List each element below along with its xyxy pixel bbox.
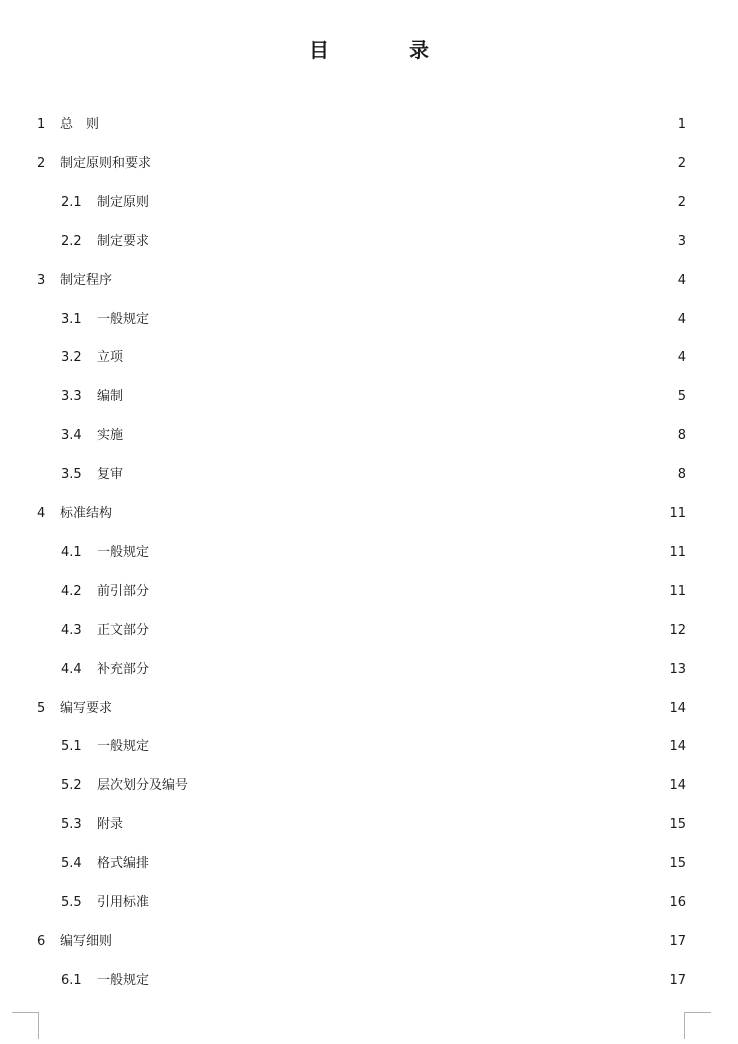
toc-entry-title: 标准结构 (60, 506, 113, 521)
toc-dot-leader (127, 387, 662, 407)
page-corner-mark-left (12, 1012, 39, 1039)
toc-dot-leader (153, 621, 662, 641)
toc-dot-leader (127, 348, 662, 368)
toc-entry-number: 3.2 (61, 350, 82, 366)
toc-dot-leader (153, 582, 662, 602)
toc-entry-page-number: 11 (669, 544, 686, 560)
toc-dot-leader (153, 193, 662, 213)
toc-entry-page-number: 1 (677, 117, 686, 132)
toc-entry[interactable] (61, 815, 686, 835)
toc-entry-number: 2 (37, 155, 46, 171)
toc-entry-number: 3 (37, 272, 46, 288)
toc-dot-leader (153, 310, 662, 330)
toc-dot-leader (153, 893, 662, 913)
toc-entry-number: 6 (37, 933, 46, 949)
toc-entry[interactable] (61, 971, 686, 991)
toc-entry[interactable] (61, 387, 686, 407)
toc-entry[interactable] (37, 271, 686, 291)
toc-entry-title: 制定程序 (60, 272, 113, 288)
toc-dot-leader (153, 971, 662, 991)
toc-entry-page-number: 5 (677, 389, 686, 405)
toc-entry-number: 1 (37, 117, 46, 132)
toc-entry-page-number: 14 (669, 700, 686, 716)
toc-dot-leader (127, 815, 662, 835)
toc-entry[interactable] (61, 426, 686, 446)
toc-dot-leader (153, 543, 662, 563)
toc-dot-leader (116, 699, 662, 719)
toc-entry-page-number: 14 (669, 739, 686, 755)
toc-entry[interactable] (61, 465, 686, 485)
toc-entry-number: 5.1 (61, 739, 82, 755)
toc-entry-number: 4.1 (61, 544, 82, 560)
toc-entry-number: 4 (37, 506, 46, 521)
toc-entry[interactable] (37, 932, 686, 952)
toc-entry-page-number: 17 (669, 972, 686, 988)
toc-entry[interactable] (61, 621, 686, 641)
toc-entry[interactable] (61, 854, 686, 874)
toc-dot-leader (153, 232, 662, 252)
toc-entry-page-number: 2 (677, 155, 686, 171)
toc-dot-leader (116, 932, 662, 952)
page-title: 目 录 (309, 38, 459, 62)
toc-entry-title: 正文部分 (97, 622, 150, 638)
page-corner-mark-right (684, 1012, 711, 1039)
toc-entry-title: 总 则 (60, 117, 100, 132)
toc-entry-title: 立项 (97, 350, 124, 366)
toc-entry[interactable] (61, 776, 686, 796)
toc-entry-number: 4.3 (61, 622, 82, 638)
toc-entry-page-number: 11 (669, 583, 686, 599)
toc-entry-page-number: 15 (669, 817, 686, 833)
toc-entry-title: 编写细则 (60, 933, 113, 949)
toc-entry-number: 6.1 (61, 972, 82, 988)
toc-entry-title: 补充部分 (97, 661, 150, 677)
toc-entry-page-number: 11 (669, 506, 686, 521)
toc-entry-page-number: 12 (669, 622, 686, 638)
toc-entry[interactable] (37, 504, 686, 524)
toc-dot-leader (155, 154, 662, 174)
toc-dot-leader (153, 660, 662, 680)
toc-entry[interactable] (61, 737, 686, 757)
toc-entry-number: 4.4 (61, 661, 82, 677)
toc-entry-title: 编制 (97, 389, 124, 405)
toc-entry-number: 4.2 (61, 583, 82, 599)
toc-entry-title: 编写要求 (60, 700, 113, 716)
toc-entry-page-number: 2 (677, 194, 686, 210)
toc-entry[interactable] (37, 115, 686, 135)
toc-dot-leader (127, 465, 662, 485)
toc-entry-number: 3.3 (61, 389, 82, 405)
toc-entry-title: 格式编排 (97, 856, 150, 872)
toc-entry-title: 一般规定 (97, 311, 150, 327)
toc-entry[interactable] (61, 348, 686, 368)
toc-entry-page-number: 8 (677, 467, 686, 483)
toc-entry[interactable] (61, 310, 686, 330)
toc-dot-leader (127, 426, 662, 446)
toc-entry-number: 3.4 (61, 428, 82, 444)
toc-dot-leader (153, 854, 662, 874)
toc-entry-title: 引用标准 (97, 895, 150, 910)
toc-entry[interactable] (61, 232, 686, 252)
toc-entry[interactable] (37, 154, 686, 174)
toc-entry-title: 层次划分及编号 (97, 778, 189, 794)
toc-entry-number: 5.4 (61, 856, 82, 872)
toc-entry[interactable] (37, 699, 686, 719)
toc-dot-leader (192, 776, 662, 796)
toc-entry-title: 前引部分 (97, 583, 150, 599)
toc-entry-title: 制定原则 (97, 194, 150, 210)
toc-dot-leader (116, 271, 662, 291)
toc-entry-number: 2.1 (61, 194, 82, 210)
toc-dot-leader (103, 115, 662, 135)
toc-dot-leader (153, 737, 662, 757)
toc-entry-title: 制定要求 (97, 233, 150, 249)
toc-entry-number: 2.2 (61, 233, 82, 249)
toc-entry-number: 3.5 (61, 467, 82, 483)
toc-entry-title: 实施 (97, 428, 124, 444)
toc-entry[interactable] (61, 582, 686, 602)
toc-entry[interactable] (61, 893, 686, 913)
toc-entry[interactable] (61, 660, 686, 680)
toc-entry-number: 5 (37, 700, 46, 716)
toc-entry-page-number: 4 (677, 350, 686, 366)
toc-entry-title: 一般规定 (97, 544, 150, 560)
toc-entry-page-number: 16 (669, 895, 686, 910)
toc-entry-number: 5.3 (61, 817, 82, 833)
toc-dot-leader (116, 504, 662, 524)
toc-entry-number: 3.1 (61, 311, 82, 327)
toc-entry-title: 复审 (97, 467, 124, 483)
toc-entry-page-number: 17 (669, 933, 686, 949)
toc-entry-page-number: 4 (677, 311, 686, 327)
toc-entry-title: 附录 (97, 817, 124, 833)
toc-entry-page-number: 13 (669, 661, 686, 677)
toc-entry-number: 5.5 (61, 895, 82, 910)
toc-entry[interactable] (61, 193, 686, 213)
toc-entry-title: 制定原则和要求 (60, 155, 152, 171)
toc-entry[interactable] (61, 543, 686, 563)
toc-entry-page-number: 3 (677, 233, 686, 249)
toc-entry-page-number: 14 (669, 778, 686, 794)
toc-entry-title: 一般规定 (97, 972, 150, 988)
toc-entry-title: 一般规定 (97, 739, 150, 755)
toc-entry-page-number: 8 (677, 428, 686, 444)
toc-entry-page-number: 15 (669, 856, 686, 872)
toc-entry-number: 5.2 (61, 778, 82, 794)
toc-entry-page-number: 4 (677, 272, 686, 288)
